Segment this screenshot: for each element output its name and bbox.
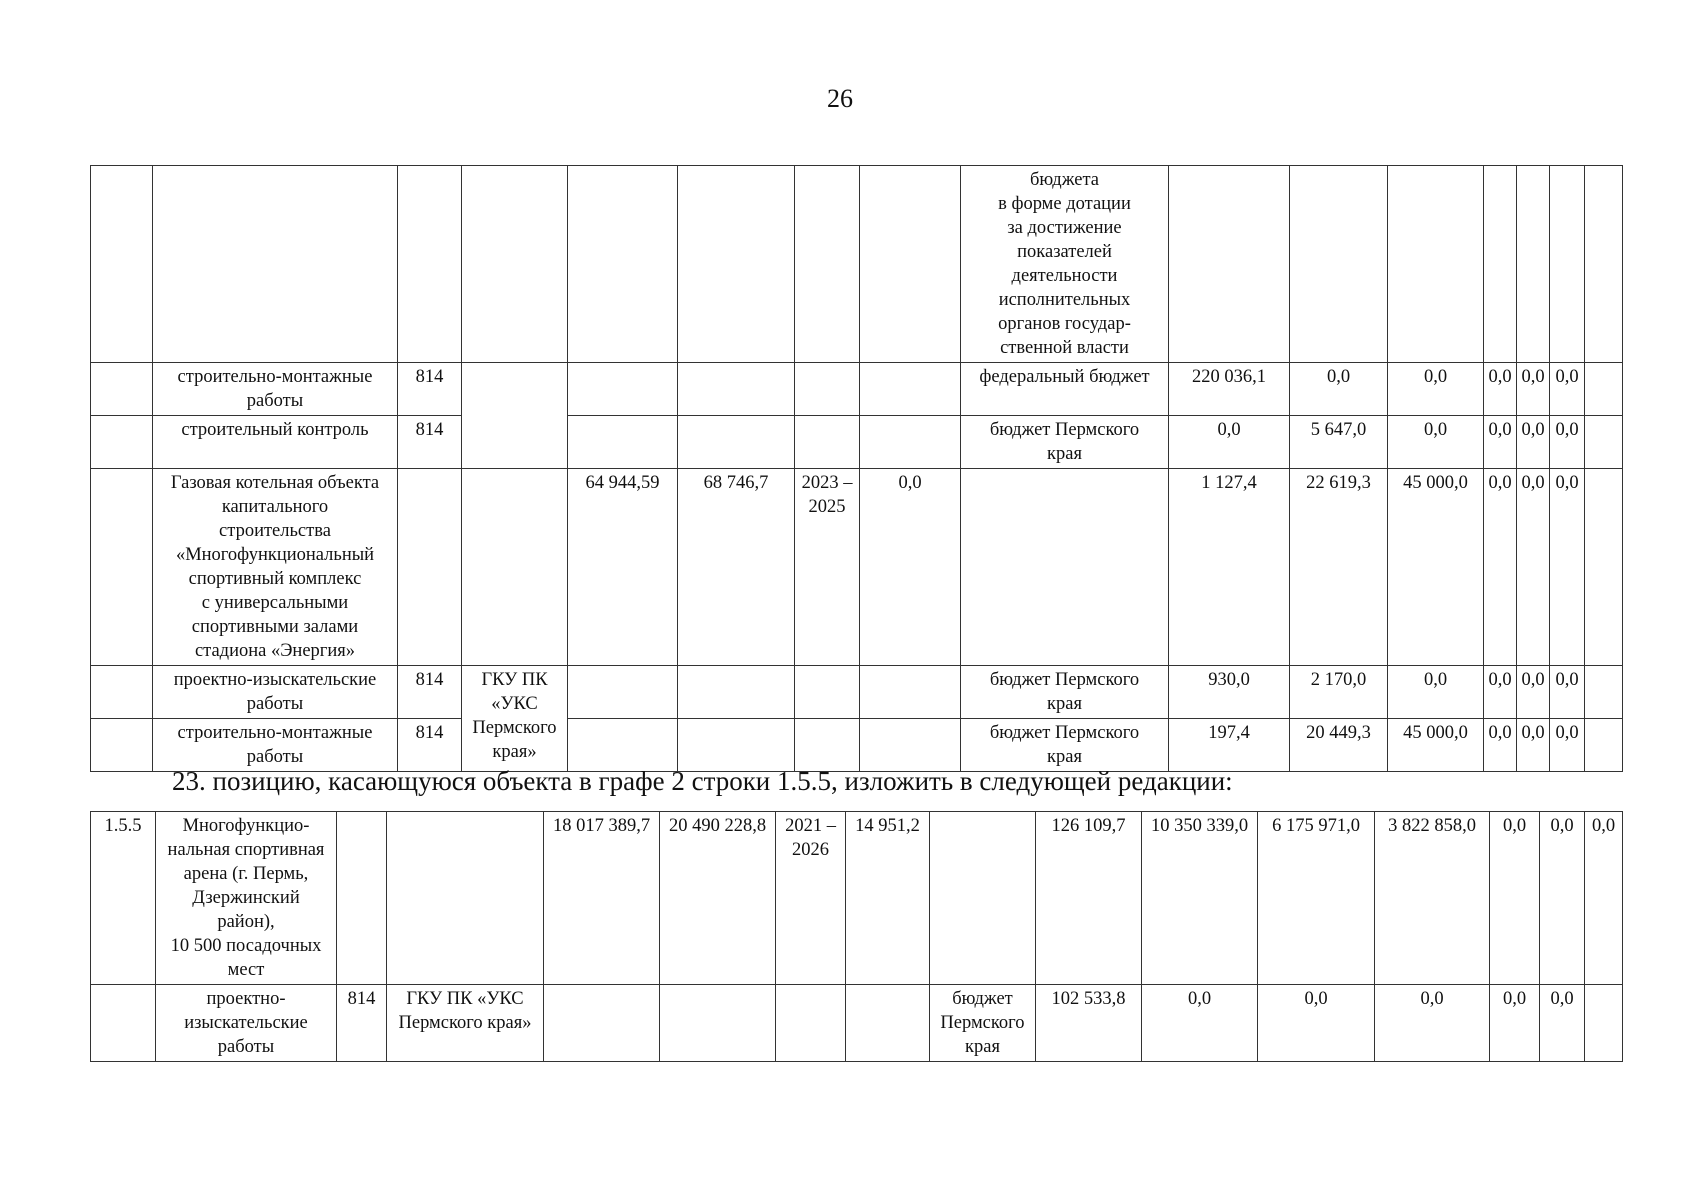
cell-estimate bbox=[568, 666, 678, 719]
cell-financed: 0,0 bbox=[860, 469, 961, 666]
cell-year-value: 3 822 858,0 bbox=[1375, 812, 1490, 985]
cell-year-value: 1 127,4 bbox=[1169, 469, 1290, 666]
cell-estimate: 18 017 389,7 bbox=[544, 812, 660, 985]
cell-cost bbox=[678, 719, 795, 772]
cell-object-name bbox=[153, 166, 398, 363]
cell-year-value: 6 175 971,0 bbox=[1258, 812, 1375, 985]
cell-cost: 68 746,7 bbox=[678, 469, 795, 666]
cell-estimate bbox=[544, 985, 660, 1062]
cell-financed bbox=[860, 719, 961, 772]
cell-year-value: 22 619,3 bbox=[1290, 469, 1388, 666]
table-row bbox=[91, 166, 1623, 363]
cell-number bbox=[91, 363, 153, 416]
cell-cost bbox=[678, 666, 795, 719]
cell-number bbox=[91, 666, 153, 719]
table-row bbox=[91, 469, 1623, 666]
cell-year-value bbox=[1585, 666, 1623, 719]
cell-estimate bbox=[568, 719, 678, 772]
cell-year-value: 5 647,0 bbox=[1290, 416, 1388, 469]
cell-year-value: 20 449,3 bbox=[1290, 719, 1388, 772]
cell-year-value: 0,0 bbox=[1517, 416, 1550, 469]
cell-year-value: 0,0 bbox=[1388, 416, 1484, 469]
cell-year-value: 0,0 bbox=[1490, 812, 1540, 985]
cell-year-value: 197,4 bbox=[1169, 719, 1290, 772]
cell-period bbox=[795, 166, 860, 363]
amendment-instruction: 23. позицию, касающуюся объекта в графе 2 строки 1.5.5, изложить в следующей редакции: bbox=[172, 766, 1233, 796]
cell-source bbox=[961, 469, 1169, 666]
cell-year-value: 0,0 bbox=[1517, 719, 1550, 772]
cell-period bbox=[776, 985, 846, 1062]
cell-code bbox=[337, 812, 387, 985]
cell-cost bbox=[678, 416, 795, 469]
cell-year-value bbox=[1585, 719, 1623, 772]
cell-estimate: 64 944,59 bbox=[568, 469, 678, 666]
cell-code: 814 bbox=[398, 666, 462, 719]
cell-year-value: 45 000,0 bbox=[1388, 469, 1484, 666]
cell-year-value: 0,0 bbox=[1550, 469, 1585, 666]
cell-object-name: строительно-монтажные работы bbox=[153, 363, 398, 416]
cell-source: бюджет Пермского края bbox=[961, 416, 1169, 469]
cell-financed bbox=[860, 666, 961, 719]
cell-year-value bbox=[1550, 166, 1585, 363]
cell-year-value: 0,0 bbox=[1388, 363, 1484, 416]
table-row bbox=[91, 985, 1623, 1062]
cell-source: бюджет Пермского края bbox=[961, 666, 1169, 719]
cell-year-value: 2 170,0 bbox=[1290, 666, 1388, 719]
cell-source bbox=[930, 812, 1036, 985]
cell-estimate bbox=[568, 416, 678, 469]
cell-code: 814 bbox=[398, 363, 462, 416]
cell-executor bbox=[462, 469, 568, 666]
cell-executor bbox=[387, 812, 544, 985]
cell-estimate bbox=[568, 166, 678, 363]
cell-year-value: 0,0 bbox=[1490, 985, 1540, 1062]
cell-period: 2021 – 2026 bbox=[776, 812, 846, 985]
budget-table-continuation bbox=[90, 165, 1623, 772]
cell-period bbox=[795, 666, 860, 719]
cell-year-value: 0,0 bbox=[1258, 985, 1375, 1062]
cell-cost: 20 490 228,8 bbox=[660, 812, 776, 985]
cell-period bbox=[795, 416, 860, 469]
cell-code: 814 bbox=[337, 985, 387, 1062]
cell-executor: ГКУ ПК «УКС Пермского края» bbox=[387, 985, 544, 1062]
cell-year-value: 930,0 bbox=[1169, 666, 1290, 719]
cell-number bbox=[91, 469, 153, 666]
cell-year-value: 0,0 bbox=[1550, 719, 1585, 772]
cell-number bbox=[91, 719, 153, 772]
amended-row-table bbox=[90, 811, 1623, 1062]
cell-year-value: 0,0 bbox=[1550, 363, 1585, 416]
cell-year-value: 102 533,8 bbox=[1036, 985, 1142, 1062]
table-row bbox=[91, 363, 1623, 416]
cell-year-value bbox=[1585, 469, 1623, 666]
cell-code: 814 bbox=[398, 719, 462, 772]
cell-financed bbox=[860, 166, 961, 363]
page-number: 26 bbox=[827, 84, 853, 113]
cell-year-value: 0,0 bbox=[1484, 416, 1517, 469]
cell-number bbox=[91, 985, 156, 1062]
cell-year-value bbox=[1290, 166, 1388, 363]
cell-object-name: строительный контроль bbox=[153, 416, 398, 469]
cell-object-name: Многофункцио- нальная спортивная арена (г. Пермь, Дзержинский район), 10 500 посадочных мест bbox=[156, 812, 337, 985]
cell-code bbox=[398, 166, 462, 363]
cell-year-value: 0,0 bbox=[1550, 666, 1585, 719]
cell-year-value: 0,0 bbox=[1484, 666, 1517, 719]
cell-financed bbox=[846, 985, 930, 1062]
cell-year-value: 0,0 bbox=[1484, 719, 1517, 772]
cell-executor bbox=[462, 166, 568, 363]
cell-period bbox=[795, 363, 860, 416]
cell-year-value: 0,0 bbox=[1484, 469, 1517, 666]
cell-year-value: 45 000,0 bbox=[1388, 719, 1484, 772]
cell-year-value: 0,0 bbox=[1388, 666, 1484, 719]
cell-year-value: 0,0 bbox=[1540, 812, 1585, 985]
cell-object-name: проектно-изыскательские работы bbox=[153, 666, 398, 719]
cell-year-value bbox=[1388, 166, 1484, 363]
cell-year-value: 0,0 bbox=[1540, 985, 1585, 1062]
cell-cost bbox=[678, 363, 795, 416]
cell-executor bbox=[462, 363, 568, 469]
table-row bbox=[91, 416, 1623, 469]
cell-object-name: Газовая котельная объекта капитального строительства «Многофункциональный спортивный комплекс с универсальными спортивными залами стадиона «Энергия» bbox=[153, 469, 398, 666]
cell-year-value: 10 350 339,0 bbox=[1142, 812, 1258, 985]
table-row bbox=[91, 812, 1623, 985]
table-row bbox=[91, 666, 1623, 719]
cell-source: бюджет Пермского края bbox=[961, 719, 1169, 772]
cell-object-name: проектно- изыскательские работы bbox=[156, 985, 337, 1062]
cell-year-value bbox=[1585, 416, 1623, 469]
cell-period bbox=[795, 719, 860, 772]
cell-year-value bbox=[1517, 166, 1550, 363]
cell-financed bbox=[860, 416, 961, 469]
cell-year-value bbox=[1169, 166, 1290, 363]
cell-year-value: 0,0 bbox=[1142, 985, 1258, 1062]
cell-year-value bbox=[1484, 166, 1517, 363]
cell-year-value: 220 036,1 bbox=[1169, 363, 1290, 416]
cell-year-value: 0,0 bbox=[1484, 363, 1517, 416]
cell-financed: 14 951,2 bbox=[846, 812, 930, 985]
cell-year-value bbox=[1585, 363, 1623, 416]
cell-year-value: 0,0 bbox=[1169, 416, 1290, 469]
cell-cost bbox=[678, 166, 795, 363]
cell-year-value: 0,0 bbox=[1517, 469, 1550, 666]
cell-number bbox=[91, 416, 153, 469]
table-row bbox=[91, 719, 1623, 772]
cell-period: 2023 – 2025 bbox=[795, 469, 860, 666]
cell-year-value: 0,0 bbox=[1517, 666, 1550, 719]
cell-year-value: 0,0 bbox=[1550, 416, 1585, 469]
cell-year-value bbox=[1585, 985, 1623, 1062]
cell-year-value: 126 109,7 bbox=[1036, 812, 1142, 985]
cell-source: федеральный бюджет bbox=[961, 363, 1169, 416]
cell-number bbox=[91, 166, 153, 363]
cell-executor: ГКУ ПК «УКС Пермского края» bbox=[462, 666, 568, 772]
cell-year-value: 0,0 bbox=[1290, 363, 1388, 416]
cell-financed bbox=[860, 363, 961, 416]
cell-year-value: 0,0 bbox=[1517, 363, 1550, 416]
cell-number: 1.5.5 bbox=[91, 812, 156, 985]
cell-cost bbox=[660, 985, 776, 1062]
cell-code: 814 bbox=[398, 416, 462, 469]
cell-estimate bbox=[568, 363, 678, 416]
cell-year-value bbox=[1585, 166, 1623, 363]
cell-source: бюджета в форме дотации за достижение показателей деятельности исполнительных органов государ- ственной власти bbox=[961, 166, 1169, 363]
cell-source: бюджет Пермского края bbox=[930, 985, 1036, 1062]
cell-object-name: строительно-монтажные работы bbox=[153, 719, 398, 772]
cell-year-value: 0,0 bbox=[1585, 812, 1623, 985]
cell-year-value: 0,0 bbox=[1375, 985, 1490, 1062]
cell-code bbox=[398, 469, 462, 666]
